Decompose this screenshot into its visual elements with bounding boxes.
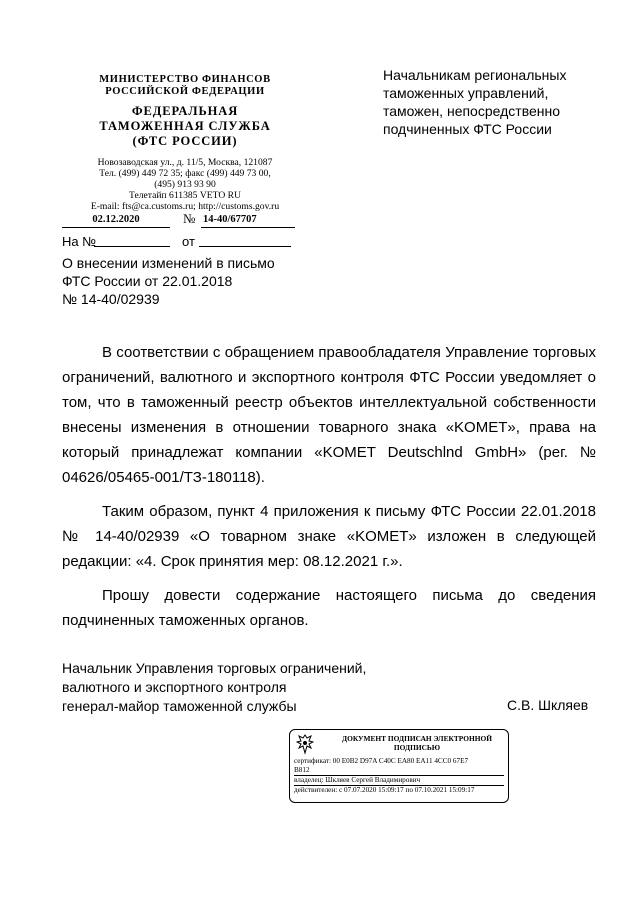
- ministry-line: МИНИСТЕРСТВО ФИНАНСОВ: [99, 74, 271, 85]
- signatory-position: [62, 659, 366, 716]
- address-block: [60, 157, 310, 212]
- reference-number-label: На №: [62, 234, 97, 249]
- eagle-emblem-icon: [296, 733, 314, 755]
- body-paragraph: Прошу довести содержание настоящего письма до сведения подчиненных таможенных органов.: [62, 587, 596, 629]
- stamp-details: [294, 757, 504, 795]
- service-line: (ФТС РОССИИ): [132, 134, 238, 148]
- validity-line: действителен: с 07.07.2020 15:09:17 по 07.10.2021 15:09:17: [294, 786, 475, 794]
- subject-line: № 14-40/02939: [62, 291, 160, 307]
- certificate-line-cont: B812: [294, 766, 504, 776]
- addressee-line: таможенных управлений,: [383, 85, 549, 101]
- addressee-block: [383, 66, 613, 138]
- registration-date: 02.12.2020: [62, 214, 170, 228]
- electronic-signature-stamp: [289, 729, 509, 803]
- certificate-line: сертификат: 00 E0B2 D97A C40C EA80 EA11 4CC0 67E7: [294, 757, 469, 765]
- service-line: ФЕДЕРАЛЬНАЯ: [131, 104, 239, 118]
- registration-number: 14-40/67707: [201, 214, 295, 228]
- stamp-header-line: ДОКУМЕНТ ПОДПИСАН ЭЛЕКТРОННОЙ: [342, 734, 492, 743]
- signatory-name: С.В. Шкляев: [507, 697, 589, 713]
- reference-date-line: [199, 246, 291, 247]
- letterhead: [60, 74, 310, 212]
- body-paragraph: В соответствии с обращением правообладателя Управление торговых ограничений, валютного и экспортного контроля ФТС России уведомляет о том, что в таможенный реестр объектов интеллектуальной собственности внесены изменения в отношении товарного знака «KOMET», права на который принадлежат компании «KOMET Deutschlnd GmbH» (рег. № 04626/05465-001/ТЗ-180118).: [62, 344, 596, 486]
- ministry-line: РОССИЙСКОЙ ФЕДЕРАЦИИ: [105, 86, 265, 97]
- reference-number-line: [94, 246, 170, 247]
- address-line: Новозаводская ул., д. 11/5, Москва, 121087: [97, 157, 273, 168]
- email-line: E-mail: fts@ca.customs.ru; http://customs.gov.ru: [90, 201, 280, 212]
- phone-line: (495) 913 93 90: [154, 179, 216, 190]
- addressee-line: таможен, непосредственно: [383, 103, 561, 119]
- owner-line: владелец: Шкляев Сергей Владимирович: [294, 776, 504, 786]
- position-line: валютного и экспортного контроля: [62, 679, 287, 695]
- stamp-header: [330, 734, 504, 752]
- stamp-header-line: ПОДПИСЬЮ: [393, 743, 441, 752]
- phone-line: Тел. (499) 449 72 35; факс (499) 449 73 00,: [99, 168, 271, 179]
- number-sign: №: [183, 211, 196, 226]
- service-line: ТАМОЖЕННАЯ СЛУЖБА: [99, 119, 271, 133]
- subject-line: ФТС России от 22.01.2018: [62, 273, 233, 289]
- position-line: Начальник Управления торговых ограничений,: [62, 660, 367, 676]
- reference-date-label: от: [182, 234, 195, 249]
- teletype-line: Телетайп 611385 VETO RU: [129, 190, 241, 201]
- addressee-line: Начальникам региональных: [383, 67, 567, 83]
- position-line: генерал-майор таможенной службы: [62, 698, 297, 714]
- body-paragraph: Таким образом, пункт 4 приложения к письму ФТС России 22.01.2018 № 14-40/02939 «О товарном знаке «KOMET» изложен в следующей редакции: «4. Срок принятия мер: 08.12.2021 г.».: [62, 503, 596, 570]
- subject-line: О внесении изменений в письмо: [62, 255, 275, 271]
- addressee-line: подчиненных ФТС России: [383, 121, 552, 137]
- letter-body: [62, 340, 596, 642]
- subject-block: [62, 254, 275, 308]
